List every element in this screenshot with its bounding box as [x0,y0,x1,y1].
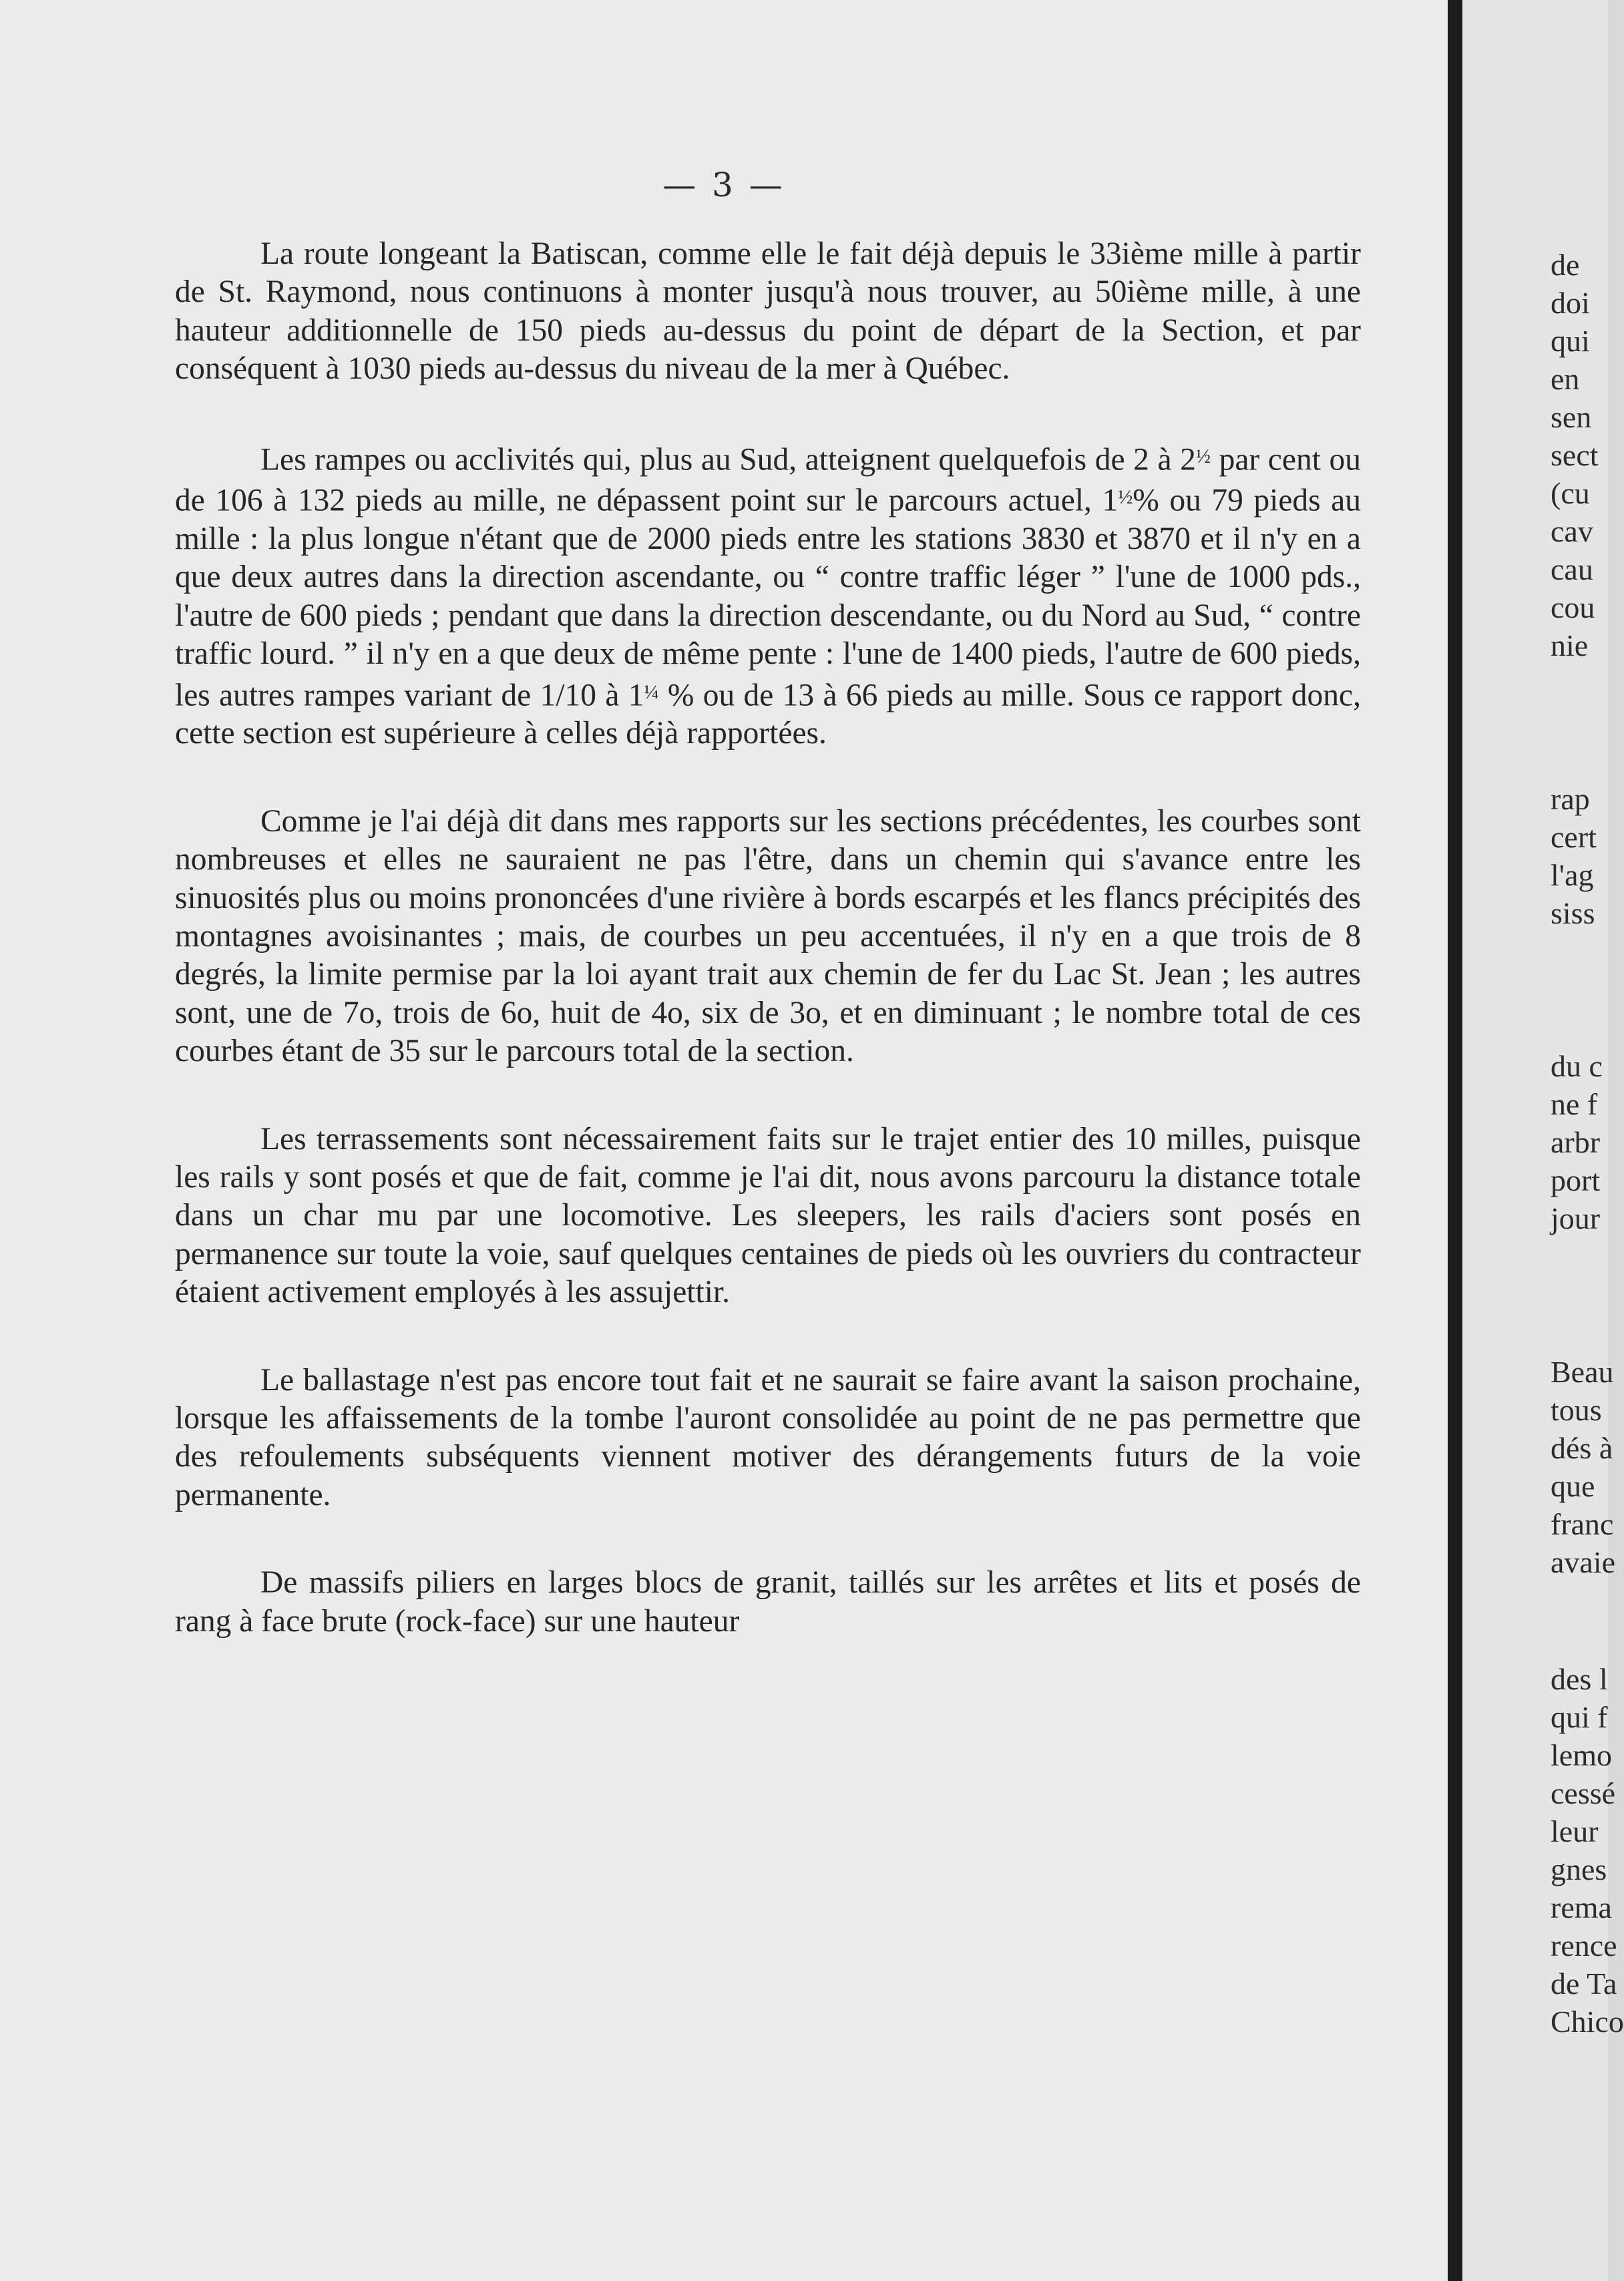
adjacent-line: cert [1551,820,1597,854]
adjacent-line: des l [1551,1662,1608,1696]
adjacent-line: Chico [1551,2005,1624,2039]
page-number: — 3 — [662,166,785,204]
adjacent-line: Beau [1551,1355,1614,1389]
adjacent-line: ne f [1551,1087,1598,1121]
paragraph-ballastage [175,1362,1361,1515]
adjacent-line: port [1551,1163,1601,1197]
adjacent-line: tous [1551,1393,1602,1427]
adjacent-line: nie [1551,628,1589,662]
adjacent-line: de [1551,248,1580,282]
adjacent-line: sect [1551,438,1599,472]
adjacent-line: lemo [1551,1738,1612,1772]
adjacent-line: franc [1551,1507,1614,1541]
adjacent-line: que [1551,1469,1595,1503]
adjacent-line: qui [1551,324,1590,358]
adjacent-line: cessé [1551,1776,1616,1810]
adjacent-line: qui f [1551,1700,1608,1734]
adjacent-line: siss [1551,896,1595,930]
paragraph-rampes-text-2: par cent ou de 106 à 132 pieds au mille, ne dépassent point sur le parcours actuel, 1 [175,441,1362,518]
adjacent-line: doi [1551,286,1590,320]
adjacent-line: rence [1551,1928,1617,1962]
adjacent-line: avaie [1551,1545,1616,1579]
paragraph-rampes-text-3: % ou 79 pieds au mille : la plus longue n'étant que de 2000 pieds entre les stations 3830 et 3870 et il n'y en a que deux autres dans la direction ascendante, ou “ contre traffic léger ” l'une de 1000 pds., l'autre de 600 pieds ; pendant que dans la direction descendante, ou du Nord au Sud, “ contre traffic lourd. ” il n'y en a que deux de même pente : l'une de 1400 pieds, l'autre de 600 pieds, les autres rampes variant de 1/10 à 1 [175,483,1361,712]
adjacent-line: (cu [1551,476,1590,510]
paragraph-courbes [175,803,1361,1071]
adjacent-line: l'ag [1551,858,1594,892]
paragraph-route [175,235,1361,389]
body-text [175,235,1361,1690]
paragraph-terrassements-text: Les terrassements sont nécessairement faits sur le trajet entier des 10 milles, puisque les rails y sont posés et que de fait, comme je l'ai dit, nous avons parcouru la distance totale dans un char mu par une locomotive. Les sleepers, les rails d'aciers sont posés en permanence sur toute la voie, sauf quelques centaines de pieds où les ouvriers du contracteur étaient activement employés à les assujettir. [175,1121,1361,1310]
paragraph-rampes-text-4: % ou de 13 à 66 pieds au mille. Sous ce rapport donc, cette section est supérieure à celles déjà rapportées. [175,677,1361,751]
adjacent-line: rap [1551,782,1590,816]
page-gutter [1448,0,1462,2281]
fraction-half-1: ½ [1195,445,1211,467]
paragraph-terrassements [175,1120,1361,1312]
adjacent-line: jour [1551,1201,1601,1235]
paragraph-route-text: La route longeant la Batiscan, comme elle le fait déjà depuis le 33ième mille à partir de St. Raymond, nous continuons à monter jusqu'à nous trouver, au 50ième mille, à une hauteur additionnelle de 150 pieds au-dessus du point de départ de la Section, et par conséquent à 1030 pieds au-dessus du niveau de la mer à Québec. [175,236,1361,387]
adjacent-line: cav [1551,514,1593,548]
adjacent-line: gnes [1551,1852,1607,1886]
adjacent-line: sen [1551,400,1592,434]
paragraph-rampes [175,438,1361,753]
fraction-half-2: ½ [1118,487,1133,509]
adjacent-line: cau [1551,552,1593,586]
adjacent-line: rema [1551,1890,1612,1924]
adjacent-line: arbr [1551,1125,1601,1159]
paragraph-piliers [175,1564,1361,1641]
paragraph-piliers-text: De massifs piliers en larges blocs de granit, taillés sur les arrêtes et lits et posés de rang à face brute (rock-face) sur une hauteur [175,1565,1361,1639]
adjacent-line: en [1551,362,1580,396]
adjacent-line: du c [1551,1049,1603,1083]
adjacent-line: dés à [1551,1431,1613,1465]
adjacent-line: cou [1551,590,1595,624]
paragraph-courbes-text: Comme je l'ai déjà dit dans mes rapports sur les sections précédentes, les courbes sont nombreuses et elles ne sauraient ne pas l'être, dans un chemin qui s'avance entre les sinuosités plus ou moins prononcées d'une rivière à bords escarpés et les flancs précipités des montagnes avoisinantes ; mais, de courbes un peu accentuées, il n'y en a que trois de 8 degrés, la limite permise par la loi ayant trait aux chemin de fer du Lac St. Jean ; les autres sont, une de 7o, trois de 6o, huit de 4o, six de 3o, et en diminuant ; le nombre total de ces courbes étant de 35 sur le parcours total de la section. [175,803,1361,1069]
paragraph-ballastage-text: Le ballastage n'est pas encore tout fait et ne saurait se faire avant la saison prochaine, lorsque les affaissements de la tombe l'auront consolidée au point de ne pas permettre que des refoulements subséquents viennent motiver des dérangements futurs de la voie permanente. [175,1362,1361,1512]
fraction-quarter: ¼ [644,681,659,703]
adjacent-line: leur [1551,1814,1599,1848]
adjacent-line: de Ta [1551,1966,1617,2001]
paragraph-rampes-text-1: Les rampes ou acclivités qui, plus au Sud, atteignent quelquefois de 2 à 2 [260,441,1196,477]
